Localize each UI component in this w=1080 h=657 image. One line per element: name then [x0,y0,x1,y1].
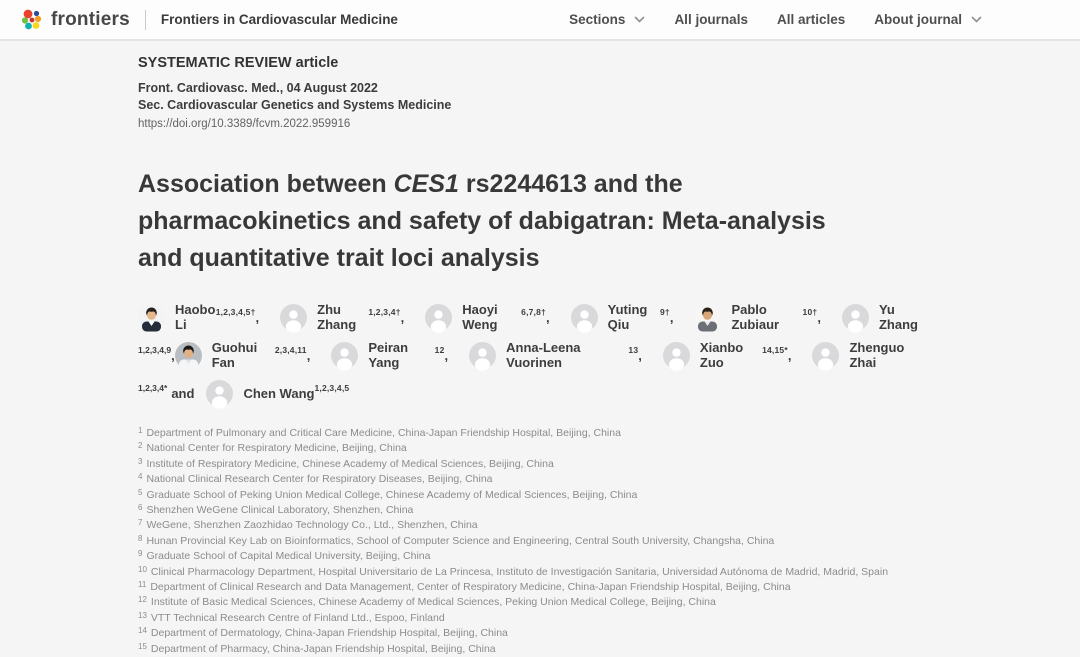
nav-sections-label: Sections [569,12,626,27]
affiliation-number: 5 [138,487,143,497]
affiliation-item [138,549,1080,564]
separator-comma: , [638,347,642,363]
affiliation-number: 3 [138,456,143,466]
affiliation-text: National Clinical Research Center for Respiratory Diseases, Beijing, China [146,473,493,486]
nav-sections[interactable] [569,12,645,27]
affiliation-number: 11 [138,580,147,590]
separator-comma: , [545,309,550,325]
affiliation-item [138,518,1080,533]
title-line: Association between CES1 rs2244613 and the [138,170,683,198]
author[interactable] [206,380,349,407]
author-superscript: 9† [659,307,670,317]
author-superscript: 1,2,3,4† [368,307,401,317]
affiliation-item [138,426,1080,441]
separator-comma: , [669,309,674,325]
author-superscript: 1,2,3,4,5 [314,383,350,393]
chevron-down-icon [971,16,982,23]
author-name[interactable]: Zhu Zhang [317,302,357,332]
article-type-label: SYSTEMATIC REVIEW article [138,55,339,71]
affiliation-number: 14 [138,626,147,636]
author-photo-avatar[interactable] [175,342,202,369]
nav-all-journals[interactable] [674,12,748,27]
doi-link[interactable]: https://doi.org/10.3389/fcvm.2022.959916 [138,118,351,130]
separator-comma: , [255,309,260,325]
title-line: pharmacokinetics and safety of dabigatran: Meta-analysis [138,207,826,235]
author-photo-avatar[interactable] [138,304,165,331]
affiliation-number: 4 [138,472,143,482]
author-superscript: 14,15* [762,345,788,355]
title-line: and quantitative trait loci analysis [138,244,540,272]
author-name[interactable]: Haoyi Weng [462,302,498,332]
article-meta [138,80,1080,114]
author-name[interactable]: Zhenguo Zhai [849,340,905,370]
separator-comma: , [787,347,792,363]
affiliation-text: WeGene, Shenzhen Zaozhidao Technology Co., Ltd., Shenzhen, China [146,519,478,532]
author[interactable] [571,302,674,332]
affiliation-item [138,457,1080,472]
affiliation-number: 9 [138,549,143,559]
header-vertical-divider [145,10,146,30]
author[interactable] [663,340,792,370]
affiliation-item [138,611,1080,626]
affiliation-list [138,426,1080,657]
affiliation-number: 10 [138,564,147,574]
affiliation-item [138,441,1080,456]
author[interactable] [138,302,259,332]
article-citation: Front. Cardiovasc. Med., 04 August 2022 [138,81,378,95]
affiliation-text: Clinical Pharmacology Department, Hospital Universitario de La Princesa, Instituto de Investigación Sanitaria, Universidad Autónoma de Madrid, Madrid, Spain [150,565,889,578]
affiliation-text: Graduate School of Capital Medical University, Beijing, China [146,550,431,563]
affiliation-text: National Center for Respiratory Medicine, Beijing, China [146,442,407,455]
affiliation-text: Graduate School of Peking Union Medical College, Chinese Academy of Medical Sciences, Beijing, China [146,488,638,501]
main-nav [569,12,982,27]
author-photo-avatar[interactable] [694,304,721,331]
site-header [0,0,1080,41]
affiliation-item [138,565,1080,580]
author[interactable] [842,302,927,332]
frontiers-logo-text: frontiers [51,8,130,30]
affiliation-text: Institute of Basic Medical Sciences, Chinese Academy of Medical Sciences, Peking Union Medical College, Beijing, China [150,596,716,609]
nav-about-journal-label: About journal [874,12,962,27]
author-name[interactable]: Yuting Qiu [607,302,648,332]
affiliation-number: 12 [138,595,147,605]
affiliation-text: VTT Technical Research Centre of Finland Ltd., Espoo, Finland [150,611,445,624]
author-name[interactable]: Xianbo Zuo [699,340,744,370]
author[interactable] [694,302,821,332]
author[interactable] [280,302,404,332]
affiliation-text: Department of Pulmonary and Critical Care Medicine, China-Japan Friendship Hospital, Beijing, China [146,427,621,439]
affiliation-text: Department of Pharmacy, China-Japan Friendship Hospital, Beijing, China [150,642,496,655]
author-name[interactable]: Peiran Yang [368,340,409,370]
affiliation-number: 8 [138,533,143,543]
author-superscript: 1,2,3,4,5† [215,307,256,317]
affiliation-item [138,534,1080,549]
affiliation-item [138,595,1080,610]
separator-comma: , [817,309,821,325]
nav-about-journal[interactable] [874,12,982,27]
author[interactable] [469,340,642,370]
affiliation-item [138,503,1080,518]
author[interactable] [425,302,549,332]
affiliation-item [138,580,1080,595]
author[interactable] [175,340,311,370]
article-section: Sec. Cardiovascular Genetics and Systems Medicine [138,98,452,112]
author-name[interactable]: Guohui Fan [211,340,258,370]
affiliation-item [138,472,1080,487]
author[interactable] [331,340,448,370]
author-placeholder-avatar[interactable] [571,304,598,331]
affiliation-number: 7 [138,518,143,528]
author-placeholder-avatar[interactable] [206,380,233,407]
author-superscript-continuation: 1,2,3,4,9 [138,345,172,355]
article-title [138,166,958,277]
affiliation-text: Department of Dermatology, China-Japan Friendship Hospital, Beijing, China [150,627,508,640]
author-superscript: 13 [628,345,639,355]
affiliation-text: Institute of Respiratory Medicine, Chinese Academy of Medical Sciences, Beijing, China [146,457,554,470]
author-superscript: 2,3,4,11 [274,345,307,355]
author[interactable] [812,340,927,370]
nav-all-articles[interactable] [777,12,845,27]
author-name[interactable]: Anna-Leena Vuorinen [506,340,581,370]
frontiers-logo-icon [20,8,44,32]
author-placeholder-avatar[interactable] [842,304,869,331]
author-placeholder-avatar[interactable] [425,304,452,331]
author-line [138,298,948,336]
affiliation-number: 13 [138,610,147,620]
affiliation-text: Department of Clinical Research and Data Management, Center of Respiratory Medicine, China-Japan Friendship Hospital, Beijing, China [150,581,791,594]
author-placeholder-avatar[interactable] [331,342,358,369]
affiliation-item [138,642,1080,657]
author-name[interactable]: Pablo Zubiaur [731,302,780,332]
author-placeholder-avatar[interactable] [280,304,307,331]
author-name[interactable]: Haobo Li [175,302,216,332]
affiliation-item [138,488,1080,503]
frontiers-logo[interactable] [20,8,130,32]
author-superscript: 12 [434,345,445,355]
separator-comma: , [400,309,405,325]
separator-comma: , [171,347,175,363]
affiliation-number: 2 [138,441,143,451]
separator-comma: , [306,347,311,363]
affiliation-text: Hunan Provincial Key Lab on Bioinformatics, School of Computer Science and Engineering, Central South University, Changsha, China [146,534,775,547]
author-superscript: 10† [802,307,818,317]
author-placeholder-avatar[interactable] [663,342,690,369]
and-word: and [171,385,195,401]
nav-all-journals-label: All journals [674,12,748,27]
author-line [138,336,948,374]
author-placeholder-avatar[interactable] [469,342,496,369]
article-header-region [0,55,1080,657]
author-name[interactable]: Yu Zhang [878,302,918,332]
author-line [138,374,948,412]
author-placeholder-avatar[interactable] [812,342,839,369]
author-superscript-continuation: 1,2,3,4* [138,383,168,393]
affiliation-item [138,626,1080,641]
affiliation-number: 15 [138,641,147,651]
chevron-down-icon [634,16,645,23]
affiliation-number: 1 [138,426,143,435]
journal-name[interactable]: Frontiers in Cardiovascular Medicine [160,12,398,27]
separator-comma: , [444,347,449,363]
affiliation-text: Shenzhen WeGene Clinical Laboratory, Shenzhen, China [146,504,414,517]
author-superscript: 6,7,8† [521,307,546,317]
affiliation-number: 6 [138,503,143,513]
author-name[interactable]: Chen Wang [243,385,315,401]
nav-all-articles-label: All articles [776,12,846,27]
author-list [138,298,948,412]
